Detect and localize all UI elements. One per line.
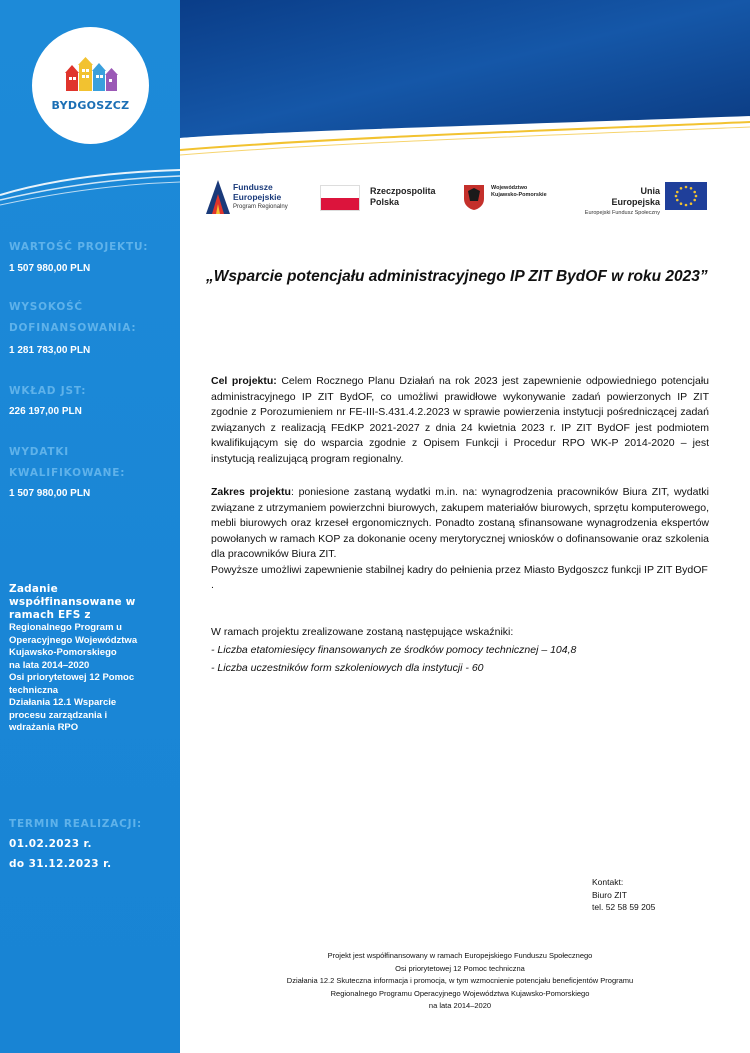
note-title-1: Zadanie: [9, 583, 58, 595]
cel-label: Cel projektu:: [211, 375, 277, 387]
rp-line1: Rzeczpospolita: [370, 186, 436, 196]
note-line: procesu zarządzania i: [9, 709, 108, 721]
note-line: Kujawsko-Pomorskiego: [9, 647, 117, 658]
note-line: na lata 2014–2020: [9, 659, 90, 671]
wkp-line2: Kujawsko-Pomorskie: [491, 192, 547, 198]
wklad-label: WKŁAD JST:: [9, 385, 87, 397]
contact-label: Kontakt:: [592, 877, 624, 887]
wklad-value: 226 197,00 PLN: [9, 406, 82, 417]
note-line: Osi priorytetowej 12 Pomoc: [9, 672, 135, 683]
sidebar: [0, 0, 180, 1053]
date-to: do 31.12.2023 r.: [9, 858, 112, 870]
wydatki-value: 1 507 980,00 PLN: [9, 488, 91, 499]
note-title-3: ramach EFS z: [9, 609, 91, 621]
ue-sub: Europejski Fundusz Społeczny: [584, 210, 660, 216]
fundusze-europejskie-icon: [206, 180, 230, 214]
wskazniki-intro: W ramach projektu zrealizowane zostaną następujące wskaźniki:: [211, 626, 514, 638]
note-title-2: współfinansowane w: [9, 596, 136, 608]
note-line: techniczna: [9, 684, 59, 696]
fundusze-europejskie-logo-text: [233, 182, 288, 212]
logo-text: BYDGOSZCZ: [51, 99, 130, 112]
wojewodztwo-logo-text: [491, 185, 547, 199]
realization-dates: [9, 834, 112, 874]
polish-flag-icon: [320, 185, 360, 211]
wartosc-label: WARTOŚĆ PROJEKTU:: [9, 241, 149, 253]
cel-projektu-paragraph: [211, 374, 709, 467]
date-from: 01.02.2023 r.: [9, 838, 92, 850]
cofinancing-note: [9, 583, 177, 735]
rp-line2: Polska: [370, 197, 400, 207]
wydatki-label-1: WYDATKI: [9, 446, 70, 458]
contact-block: [592, 876, 655, 914]
fe-line1: Fundusze: [233, 182, 273, 192]
unia-europejska-logo-text: [584, 186, 660, 219]
footer-line: Projekt jest współfinansowany w ramach Europejskiego Funduszu Społecznego: [327, 951, 593, 960]
kujawsko-pomorskie-crest-icon: [462, 183, 486, 211]
footer-line: na lata 2014–2020: [428, 1001, 492, 1010]
footer-line: Regionalnego Programu Operacyjnego Województwa Kujawsko-Pomorskiego: [330, 988, 590, 998]
sidebar-swoosh-decoration: [0, 160, 180, 210]
note-line: wdrażania RPO: [9, 722, 79, 733]
zakres-text: : poniesione zastaną wydatki m.in. na: wynagrodzenia pracowników Biura ZIT, wydatki związane z utrzymaniem powierzchni biurowych, zakupem materiałów biurowych, sprzętu komputerowego, mebli biurowych oraz krzeseł ergonomicznych. Ponadto zostaną sfinansowane wynagrodzenia ekspertów powołanych w ramach KOP za dokonanie oceny merytorycznej wniosków o dofinansowanie oraz szkolenia dla pracowników Biura ZIT.: [211, 486, 709, 560]
footer-line: Osi priorytetowej 12 Pomoc techniczna: [395, 963, 525, 973]
footer-line: Działania 12.2 Skuteczna informacja i promocja, w tym wzmocnienie potencjału beneficjentów Programu: [286, 976, 634, 985]
contact-phone: tel. 52 58 59 205: [592, 902, 656, 912]
wysokosc-label-1: WYSOKOŚĆ: [9, 301, 83, 313]
ue-title: Unia Europejska: [611, 186, 660, 207]
wysokosc-label-2: DOFINANSOWANIA:: [9, 322, 137, 334]
footer-note: [200, 950, 720, 1013]
zakres-label: Zakres projektu: [211, 486, 291, 498]
wysokosc-value: 1 281 783,00 PLN: [9, 345, 91, 356]
funding-logos-row: [180, 178, 750, 218]
houses-icon: [64, 57, 119, 99]
note-line: Operacyjnego Województwa: [9, 634, 138, 646]
note-line: Regionalnego Program u: [9, 622, 122, 633]
wydatki-label-2: KWALIFIKOWANE:: [9, 467, 126, 479]
rzeczpospolita-logo-text: [370, 186, 436, 208]
cel-text: Celem Rocznego Planu Działań na rok 2023 jest zapewnienie odpowiedniego potencjału administracyjnego IP ZIT BydOF, co umożliwi prawidłowe wykonywanie zadań powierzonych IP ZIT zgodnie z Porozumieniem nr FE-III-S.431.4.2.2023 w sprawie powierzenia instytucji pośredniczącej zadań związanych z realizacją FEdKP 2021-2027 z dnia 24 kwietnia 2023 r. IP ZIT BydOF jest podmiotem kwalifikującym się do wsparcia zgodnie z Opisem Funkcji i Procedur RPO WK-P 2014-2020 – jest instytucją realizującą program regionalny.: [211, 375, 709, 465]
page-title: „Wsparcie potencjału administracyjnego IP ZIT BydOF w roku 2023”: [206, 268, 708, 285]
termin-label: TERMIN REALIZACJI:: [9, 818, 143, 830]
header-wave-banner: [180, 0, 750, 170]
fe-line2: Europejskie: [233, 192, 282, 202]
note-line: Działania 12.1 Wsparcie: [9, 697, 117, 708]
wartosc-value: 1 507 980,00 PLN: [9, 263, 91, 274]
bydgoszcz-logo: [32, 27, 149, 144]
wkp-line1: Województwo: [491, 185, 528, 191]
zakres-text-2: Powyższe umożliwi zapewnienie stabilnej kadry do pełnienia przez Miasto Bydgoszcz funkcji IP ZIT BydOF .: [211, 563, 708, 591]
contact-name: Biuro ZIT: [592, 889, 627, 900]
zakres-projektu-paragraph: [211, 485, 709, 594]
wskaznik-item: - Liczba etatomiesięcy finansowanych ze środków pomocy technicznej – 104,8: [211, 644, 577, 656]
wskaznik-item: - Liczba uczestników form szkoleniowych dla instytucji - 60: [211, 662, 484, 674]
eu-flag-icon: [665, 182, 707, 210]
fe-sub: Program Regionalny: [233, 204, 288, 210]
